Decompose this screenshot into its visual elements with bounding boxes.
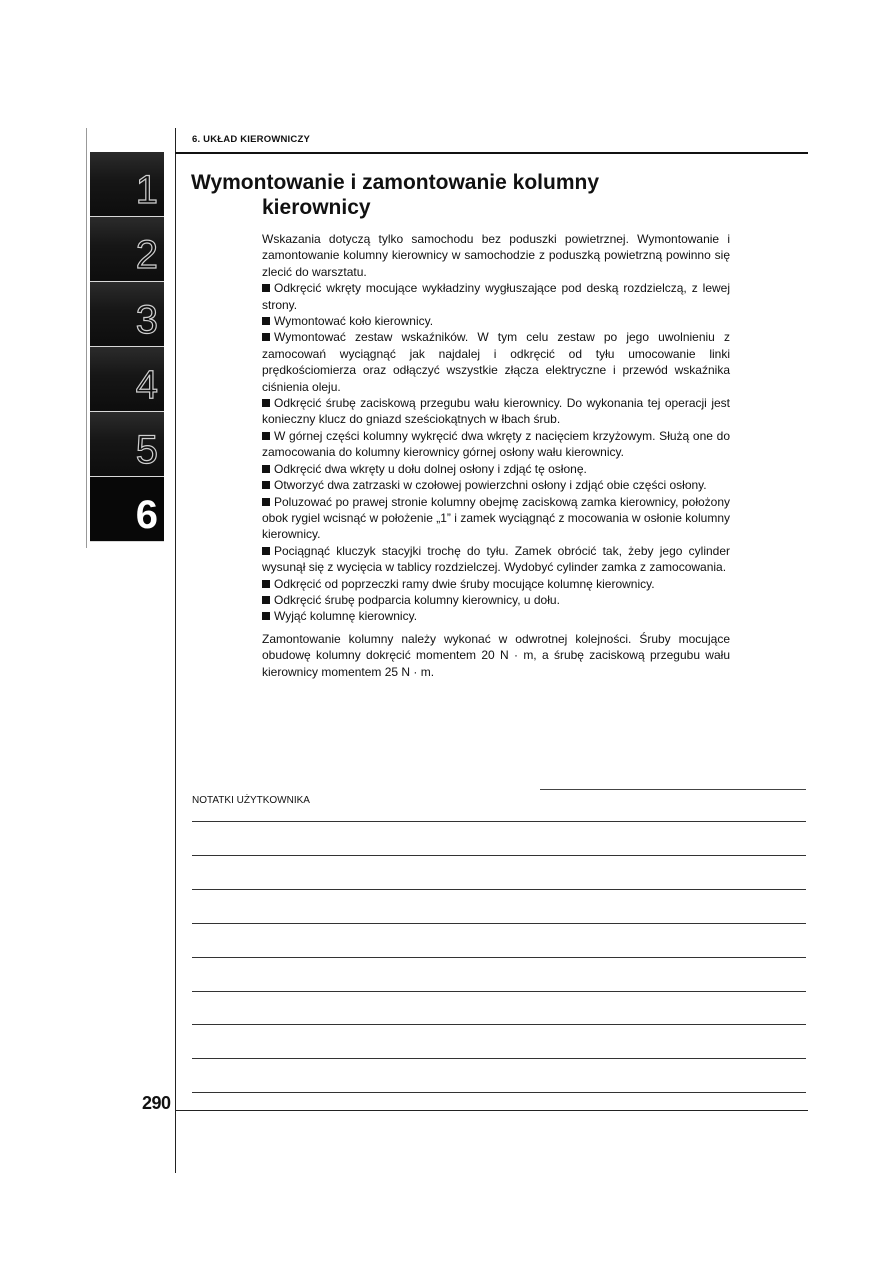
step-text: Pociągnąć kluczyk stacyjki trochę do tyłu. Zamek obrócić tak, żeby jego cylinder wysunął się z wycięcia w tablicy rozdzielczej. Wydobyć cylinder zamka z zamocowania. (262, 543, 730, 575)
step-text: Odkręcić wkręty mocujące wykładziny wygłuszające pod deską rozdzielczą, z lewej strony. (262, 281, 730, 312)
chapter-tab-number: 2 (135, 233, 158, 277)
step-item (262, 329, 730, 395)
step-item (262, 428, 730, 461)
step-text: Odkręcić śrubę zaciskową przegubu wału kierownicy. Do wykonania tej operacji jest konieczny klucz do gniazd sześciokątnych w łbach śrub. (262, 396, 730, 427)
section-header: 6. UKŁAD KIEROWNICZY (192, 134, 310, 145)
bullet-icon (262, 432, 270, 440)
bullet-icon (262, 498, 270, 506)
bullet-icon (262, 465, 270, 473)
bullet-icon (262, 333, 270, 341)
footer-rule (175, 1110, 808, 1111)
bullet-icon (262, 317, 270, 325)
bullet-icon (262, 596, 270, 604)
note-line (192, 1024, 806, 1025)
chapter-tab-3 (90, 282, 164, 347)
bullet-icon (262, 580, 270, 588)
bullet-icon (262, 547, 270, 555)
step-item (262, 461, 730, 477)
note-line (192, 821, 806, 822)
margin-guide-line (86, 128, 87, 548)
chapter-tab-number: 3 (135, 298, 158, 342)
step-text: Odkręcić od poprzeczki ramy dwie śruby mocujące kolumnę kierownicy. (274, 576, 655, 591)
step-item (262, 477, 730, 493)
chapter-tab-number: 1 (135, 168, 158, 212)
step-text: Wymontować koło kierownicy. (274, 314, 434, 329)
step-item (262, 280, 730, 313)
title-line-1: Wymontowanie i zamontowanie kolumny (191, 171, 599, 194)
title-line-2: kierownicy (262, 196, 371, 219)
intro-paragraph: Wskazania dotyczą tylko samochodu bez poduszki powietrznej. Wymontowanie i zamontowanie kolumny kierownicy w samochodzie z poduszką powietrzną powinno się zlecić do warsztatu. (262, 232, 730, 279)
note-line (192, 855, 806, 856)
chapter-tab-4 (90, 347, 164, 412)
step-item (262, 608, 730, 624)
chapter-tab-5 (90, 412, 164, 477)
note-line (192, 1092, 806, 1093)
step-text: Poluzować po prawej stronie kolumny obejmę zaciskową zamka kierownicy, położony obok rygiel wcisnąć w położenie „1” i zamek wyciągnąć z mocowania w osłonie kolumny kierownicy. (262, 494, 730, 542)
step-item (262, 576, 730, 592)
chapter-tab-1 (90, 152, 164, 217)
step-text: Odkręcić dwa wkręty u dołu dolnej osłony i zdjąć tę osłonę. (274, 461, 587, 476)
step-text: Wyjąć kolumnę kierownicy. (274, 609, 418, 624)
step-item (262, 592, 730, 608)
chapter-tab-number: 6 (135, 493, 158, 537)
chapter-tabs (90, 152, 164, 542)
note-line (192, 957, 806, 958)
chapter-tab-number: 4 (135, 363, 158, 407)
step-text: Odkręcić śrubę podparcia kolumny kierownicy, u dołu. (274, 592, 560, 607)
note-line (192, 889, 806, 890)
page-number: 290 (142, 1093, 171, 1113)
notes-label: NOTATKI UŻYTKOWNIKA (192, 795, 310, 806)
note-line (192, 923, 806, 924)
step-text: W górnej części kolumny wykręcić dwa wkręty z nacięciem krzyżowym. Służą one do zamocowania do kolumny kierownicy górnej osłony wału kierownicy. (262, 428, 730, 460)
bullet-icon (262, 284, 270, 292)
step-text: Wymontować zestaw wskaźników. W tym celu zestaw po jego uwolnieniu z zamocowań wyciągnąć jak najdalej i odkręcić od tyłu umocowanie linki prędkościomierza oraz odłączyć wszystkie złącza elektryczne i przewód wskaźnika ciśnienia oleju. (262, 330, 730, 394)
bullet-icon (262, 612, 270, 620)
step-item (262, 395, 730, 428)
page-vertical-rule (175, 128, 176, 1173)
header-rule (175, 152, 808, 154)
note-line (192, 1058, 806, 1059)
closing-paragraph: Zamontowanie kolumny należy wykonać w odwrotnej kolejności. Śruby mocujące obudowę kolumny dokręcić momentem 20 N · m, a śrubę zaciskową przegubu wału kierownicy momentem 25 N · m. (262, 631, 730, 679)
step-item (262, 313, 730, 329)
note-line (192, 991, 806, 992)
chapter-tab-2 (90, 217, 164, 282)
chapter-tab-6-active (90, 477, 164, 542)
notes-top-rule (540, 789, 806, 790)
step-item (262, 543, 730, 576)
step-text: Otworzyć dwa zatrzaski w czołowej powierzchni osłony i zdjąć obie części osłony. (274, 478, 707, 493)
bullet-icon (262, 481, 270, 489)
instructions-body (262, 231, 730, 680)
bullet-icon (262, 399, 270, 407)
step-item (262, 494, 730, 543)
chapter-tab-number: 5 (135, 428, 158, 472)
page-title (191, 170, 791, 220)
